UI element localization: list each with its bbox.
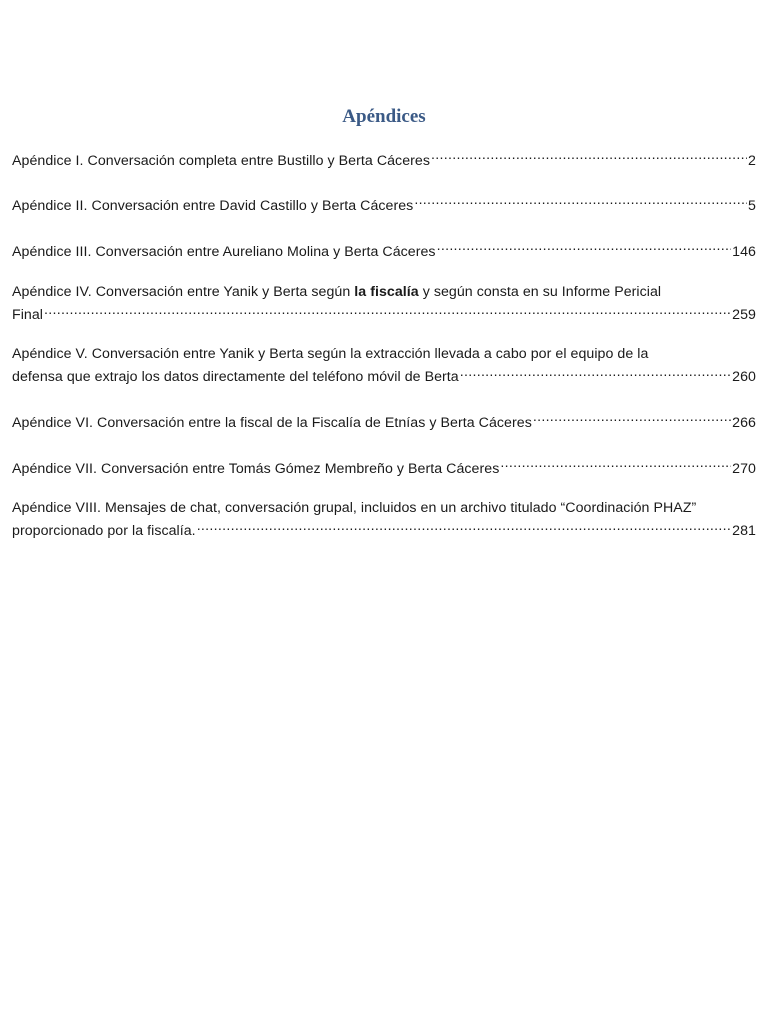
page-title: Apéndices: [342, 106, 426, 127]
toc-entry-first-line: [12, 284, 756, 302]
toc-entry-text: Final: [12, 307, 44, 323]
dot-leader: [431, 147, 747, 165]
toc-entry-appendix-4[interactable]: [12, 284, 756, 325]
toc-page-number: 259: [732, 307, 756, 323]
dot-leader: [500, 455, 731, 473]
dot-leader: [197, 518, 731, 536]
toc-entry-text: Apéndice II. Conversación entre David Castillo y Berta Cáceres: [12, 197, 414, 214]
toc-entry-bold-text: la fiscalía: [354, 284, 419, 300]
toc-entry-text: y según consta en su Informe Pericial: [418, 284, 662, 300]
toc-entry-appendix-7[interactable]: [12, 455, 756, 478]
toc-page-number: 5: [748, 197, 756, 214]
dot-leader: [414, 192, 747, 210]
toc-entry-text: Apéndice IV. Conversación entre Yanik y Berta según: [12, 284, 355, 300]
dot-leader: [460, 364, 731, 382]
toc-entry-text: proporcionado por la fiscalía.: [12, 523, 196, 539]
toc-page-number: 146: [732, 243, 756, 260]
toc-entry-text: Apéndice VII. Conversación entre Tomás Gómez Membreño y Berta Cáceres: [12, 460, 500, 477]
dot-leader: [533, 409, 731, 427]
toc-entry-first-line: Apéndice V. Conversación entre Yanik y Berta según la extracción llevada a cabo por el equipo de la: [12, 346, 649, 362]
toc-entry-appendix-2[interactable]: [12, 192, 756, 215]
toc-page-number: 266: [732, 414, 756, 431]
toc-page-number: 2: [748, 152, 756, 169]
toc-page-number: 260: [732, 369, 756, 385]
dot-leader: [437, 238, 732, 256]
toc-page-number: 281: [732, 523, 756, 539]
toc-entry-text: defensa que extrajo los datos directamente del teléfono móvil de Berta: [12, 369, 459, 385]
toc-entry-appendix-1[interactable]: [12, 147, 756, 170]
toc-entry-appendix-8[interactable]: [12, 500, 756, 541]
toc-entry-appendix-5[interactable]: [12, 346, 756, 387]
toc-entry-text: Apéndice VI. Conversación entre la fiscal de la Fiscalía de Etnías y Berta Cáceres: [12, 414, 532, 431]
toc-entry-first-line: Apéndice VIII. Mensajes de chat, conversación grupal, incluidos en un archivo titulado “Coordinación PHAZ”: [12, 500, 697, 516]
toc-entry-text: Apéndice III. Conversación entre Aureliano Molina y Berta Cáceres: [12, 243, 436, 260]
toc-entry-appendix-6[interactable]: [12, 409, 756, 432]
toc-entry-appendix-3[interactable]: [12, 238, 756, 261]
toc-page-number: 270: [732, 460, 756, 477]
dot-leader: [44, 302, 731, 320]
toc-entry-text: Apéndice I. Conversación completa entre Bustillo y Berta Cáceres: [12, 152, 430, 169]
